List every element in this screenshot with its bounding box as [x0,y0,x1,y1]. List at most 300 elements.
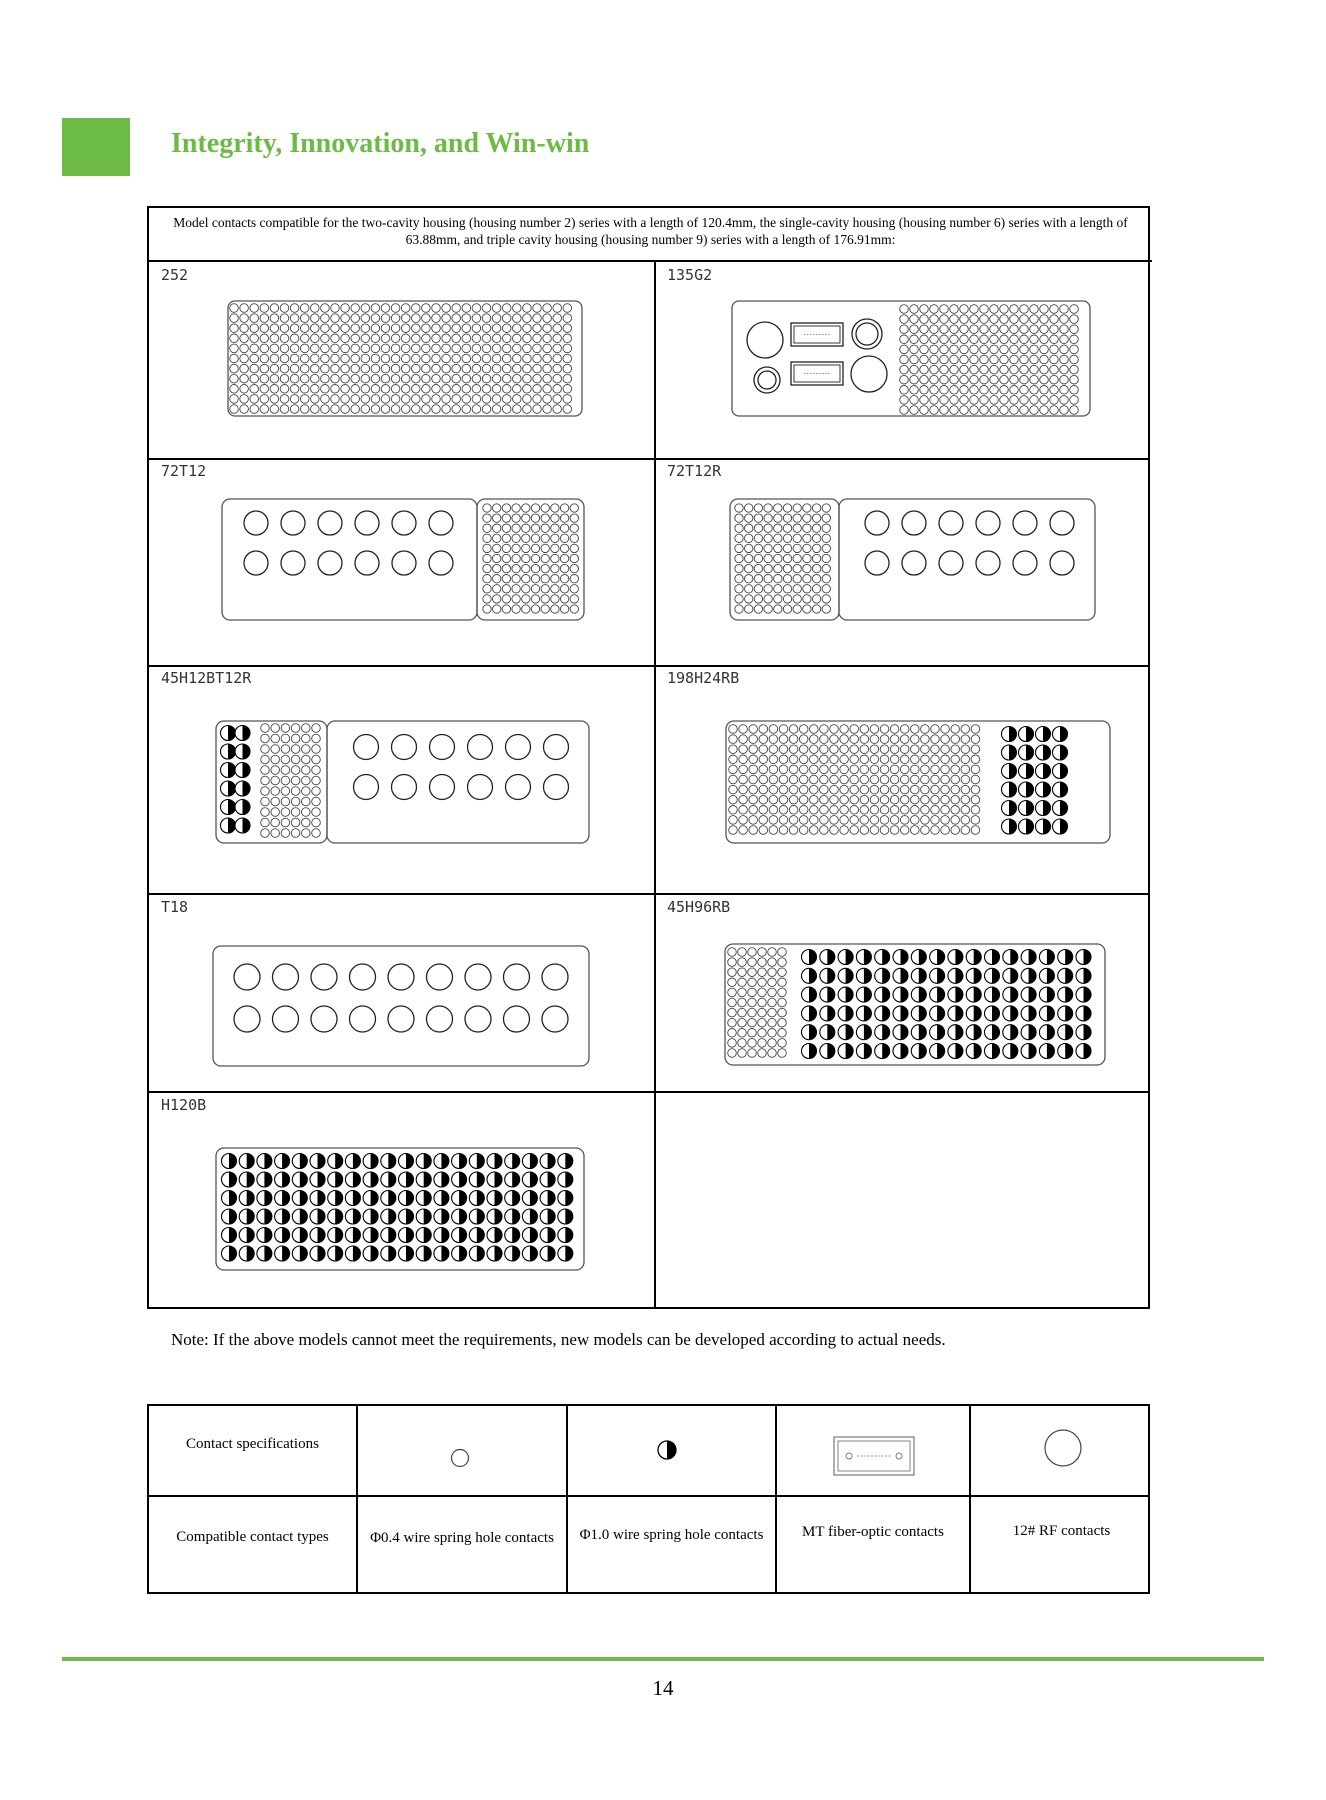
half-filled-contact [381,1228,396,1243]
small-contact [543,304,552,313]
small-contact [799,765,808,774]
small-contact [563,395,572,404]
small-contact [990,305,999,314]
model-label: 45H96RB [667,898,731,916]
small-contact [401,324,410,333]
small-contact [260,405,269,414]
half-filled-contact [1058,1044,1073,1059]
small-contact [910,335,919,344]
half-filled-contact [985,1025,1000,1040]
half-filled-contact [893,950,908,965]
small-contact [280,344,289,353]
small-contact [870,785,879,794]
half-filled-contact [363,1191,378,1206]
small-contact [728,1008,737,1017]
model-252-diagram [227,300,583,417]
small-contact [739,795,748,804]
half-filled-contact [221,744,236,759]
small-contact [728,1029,737,1038]
small-contact [401,304,410,313]
small-contact [870,745,879,754]
half-filled-contact [505,1191,520,1206]
small-contact [1010,355,1019,364]
small-contact [774,534,782,542]
small-contact [281,818,290,827]
small-contact [401,385,410,394]
small-contact [300,344,309,353]
small-contact [331,395,340,404]
half-filled-contact [540,1209,555,1224]
small-contact [961,806,970,815]
small-contact [432,395,441,404]
small-contact [812,544,820,552]
small-contact [472,364,481,373]
half-filled-contact [257,1228,272,1243]
small-contact [290,385,299,394]
small-contact [971,735,980,744]
small-contact [971,745,980,754]
small-contact [261,808,270,817]
small-contact [553,314,562,323]
small-contact [1050,355,1059,364]
small-contact [281,829,290,838]
small-contact [1070,406,1079,415]
small-contact [250,395,259,404]
half-filled-contact [469,1172,484,1187]
small-contact [493,595,501,603]
model-label: 252 [161,266,189,284]
small-contact [1010,406,1019,415]
small-contact [774,504,782,512]
small-contact [533,385,542,394]
rf-contact [273,1006,299,1032]
small-contact [793,544,801,552]
rf-contact [544,775,569,800]
small-contact [774,554,782,562]
small-contact [768,1008,777,1017]
small-contact [1010,375,1019,384]
small-contact [381,395,390,404]
small-contact [860,826,869,835]
small-contact [281,787,290,796]
small-contact [513,314,522,323]
half-filled-contact [930,1025,945,1040]
small-contact [290,314,299,323]
small-contact [250,334,259,343]
small-contact [230,344,239,353]
small-contact [774,514,782,522]
half-filled-contact [275,1209,290,1224]
small-contact [970,355,979,364]
half-filled-contact [505,1154,520,1169]
small-contact [880,806,889,815]
half-filled-contact [838,987,853,1002]
small-contact [302,766,311,775]
small-contact [270,364,279,373]
model-45h12bt12r-diagram [215,720,595,844]
small-contact [361,334,370,343]
small-contact [483,575,491,583]
half-filled-contact [221,763,236,778]
small-contact [483,554,491,562]
small-contact [442,374,451,383]
small-contact [1020,305,1029,314]
small-contact [271,766,280,775]
small-contact [1000,355,1009,364]
small-contact [739,745,748,754]
small-contact [482,354,491,363]
small-contact [759,785,768,794]
half-filled-contact [522,1209,537,1224]
half-filled-contact [452,1154,467,1169]
small-contact [522,575,530,583]
small-contact [812,554,820,562]
small-contact [820,806,829,815]
small-contact [749,826,758,835]
small-contact [850,826,859,835]
small-contact [351,314,360,323]
small-contact [321,395,330,404]
small-contact [749,795,758,804]
small-contact [560,585,568,593]
small-contact [961,795,970,804]
small-contact [759,816,768,825]
small-contact [930,406,939,415]
small-contact [472,304,481,313]
small-contact [452,304,461,313]
small-contact [764,564,772,572]
small-contact [931,775,940,784]
small-contact [810,745,819,754]
small-contact [381,374,390,383]
small-contact [432,304,441,313]
small-contact [729,816,738,825]
half-filled-contact [1003,950,1018,965]
small-contact [261,818,270,827]
small-contact [748,978,757,987]
small-contact [531,575,539,583]
small-contact [950,406,959,415]
small-contact [531,524,539,532]
large-circle-icon [1042,1427,1084,1469]
small-contact [840,816,849,825]
small-contact [341,314,350,323]
small-contact [759,745,768,754]
small-contact [754,524,762,532]
small-contact [799,775,808,784]
contact-legend-table [147,1404,1150,1594]
small-contact [240,314,249,323]
half-filled-contact [875,1006,890,1021]
small-contact [870,755,879,764]
small-contact [341,334,350,343]
small-contact [920,305,929,314]
small-contact [502,374,511,383]
small-contact [291,776,300,785]
small-contact [920,325,929,334]
small-contact [230,324,239,333]
small-contact [502,405,511,414]
half-filled-contact [1002,801,1017,816]
small-contact [551,564,559,572]
small-contact [830,806,839,815]
half-filled-contact [239,1228,254,1243]
small-contact [1030,345,1039,354]
small-contact [442,405,451,414]
model-label: T18 [161,898,189,916]
small-contact [764,605,772,613]
small-contact [502,324,511,333]
small-contact [764,554,772,562]
small-contact [570,585,578,593]
small-contact [553,374,562,383]
small-contact [951,745,960,754]
half-filled-contact [1002,764,1017,779]
small-contact [941,795,950,804]
table-divider [149,893,1150,895]
small-contact [921,755,930,764]
small-contact [931,785,940,794]
half-filled-contact [239,1154,254,1169]
small-contact [769,755,778,764]
small-contact [940,345,949,354]
half-filled-contact [399,1191,414,1206]
model-label: 72T12R [667,462,722,480]
small-contact [900,795,909,804]
small-contact [260,364,269,373]
small-contact [311,304,320,313]
small-contact [764,585,772,593]
small-contact [931,795,940,804]
rf-contact [281,511,305,535]
small-contact [482,374,491,383]
small-contact [950,315,959,324]
small-contact [890,745,899,754]
small-contact [312,808,321,817]
small-contact [769,806,778,815]
small-contact [900,345,909,354]
half-filled-contact [487,1191,502,1206]
half-filled-contact [911,950,926,965]
half-filled-contact [221,726,236,741]
small-contact [260,334,269,343]
small-contact [900,325,909,334]
contact-type-label: Φ1.0 wire spring hole contacts [579,1527,764,1543]
small-contact [502,534,510,542]
small-contact [970,375,979,384]
small-contact [739,775,748,784]
small-contact [300,374,309,383]
rf-contact [354,735,379,760]
small-contact [779,765,788,774]
small-contact [502,334,511,343]
small-contact [432,354,441,363]
rf-contact [465,1006,491,1032]
small-contact [1060,335,1069,344]
small-contact [980,325,989,334]
half-filled-contact [1019,764,1034,779]
small-contact [970,335,979,344]
half-filled-contact [222,1228,237,1243]
small-contact [803,595,811,603]
small-contact [745,544,753,552]
half-filled-contact [875,987,890,1002]
small-contact [1030,365,1039,374]
small-contact [860,755,869,764]
half-filled-contact [522,1228,537,1243]
small-contact [483,605,491,613]
small-contact [492,385,501,394]
rf-contact [1013,551,1037,575]
small-contact [553,405,562,414]
small-contact [280,374,289,383]
half-filled-contact [487,1172,502,1187]
small-contact [553,354,562,363]
small-contact [970,386,979,395]
small-contact [563,304,572,313]
small-contact [820,775,829,784]
small-contact [735,524,743,532]
model-h120b-diagram [215,1147,587,1271]
small-contact [860,816,869,825]
half-filled-contact [363,1228,378,1243]
small-contact [940,305,949,314]
small-contact [391,405,400,414]
small-contact [783,524,791,532]
small-contact [1040,375,1049,384]
small-contact [482,324,491,333]
small-contact [522,585,530,593]
small-contact [261,734,270,743]
half-filled-contact [452,1246,467,1261]
small-contact [739,765,748,774]
small-contact [921,806,930,815]
small-contact [280,324,289,333]
rf-contact [865,551,889,575]
model-label: 198H24RB [667,669,740,687]
small-contact [749,735,758,744]
small-contact [749,725,758,734]
half-filled-contact [802,1044,817,1059]
half-filled-contact [328,1209,343,1224]
small-contact [492,314,501,323]
rf-contact [234,964,260,990]
small-contact [230,364,239,373]
small-contact [961,745,970,754]
small-contact [779,795,788,804]
small-contact [290,374,299,383]
small-contact [940,396,949,405]
small-contact [980,355,989,364]
small-contact [754,514,762,522]
half-filled-contact [820,1044,835,1059]
small-contact [523,304,532,313]
small-contact [381,344,390,353]
model-72t12r-diagram [729,498,1099,621]
small-contact [850,816,859,825]
small-contact [493,585,501,593]
small-contact [778,968,787,977]
small-contact [748,1039,757,1048]
small-contact [774,544,782,552]
half-filled-contact [381,1246,396,1261]
small-contact [291,829,300,838]
small-contact [951,785,960,794]
small-contact [531,554,539,562]
small-contact [803,575,811,583]
half-filled-contact [257,1209,272,1224]
small-contact [472,344,481,353]
half-filled-contact [820,950,835,965]
half-filled-contact [381,1154,396,1169]
model-label: 72T12 [161,462,207,480]
small-contact [900,806,909,815]
small-contact [860,806,869,815]
model-label: 135G2 [667,266,713,284]
small-contact [512,554,520,562]
small-contact [783,595,791,603]
small-contact [778,1029,787,1038]
small-contact [850,795,859,804]
small-contact [950,355,959,364]
small-contact [803,605,811,613]
small-contact [250,405,259,414]
small-contact [774,564,782,572]
small-contact [570,544,578,552]
small-contact [940,335,949,344]
small-contact [745,504,753,512]
contact-type-label: 12# RF contacts [1012,1523,1111,1539]
small-contact [331,385,340,394]
small-contact [754,595,762,603]
small-contact [230,385,239,394]
small-contact [980,396,989,405]
small-contact [754,534,762,542]
small-contact [758,968,767,977]
small-contact [900,755,909,764]
small-contact [371,385,380,394]
small-contact [739,826,748,835]
small-contact [361,405,370,414]
small-contact [570,564,578,572]
mt-fiber-connector-icon [833,1436,915,1478]
small-contact [941,745,950,754]
small-contact [321,344,330,353]
small-contact [502,364,511,373]
small-contact [900,355,909,364]
small-contact [351,334,360,343]
small-contact [758,1029,767,1038]
small-contact [452,374,461,383]
half-filled-contact [856,987,871,1002]
small-contact [799,806,808,815]
small-contact [541,524,549,532]
small-contact [543,385,552,394]
small-contact [560,504,568,512]
small-contact [860,765,869,774]
small-contact [432,324,441,333]
rf-contact [350,1006,376,1032]
small-contact [745,564,753,572]
small-contact [551,575,559,583]
small-contact [563,344,572,353]
small-contact [543,314,552,323]
small-contact [321,385,330,394]
small-contact [1040,355,1049,364]
small-contact [769,826,778,835]
small-contact [371,344,380,353]
rf-contact [976,551,1000,575]
